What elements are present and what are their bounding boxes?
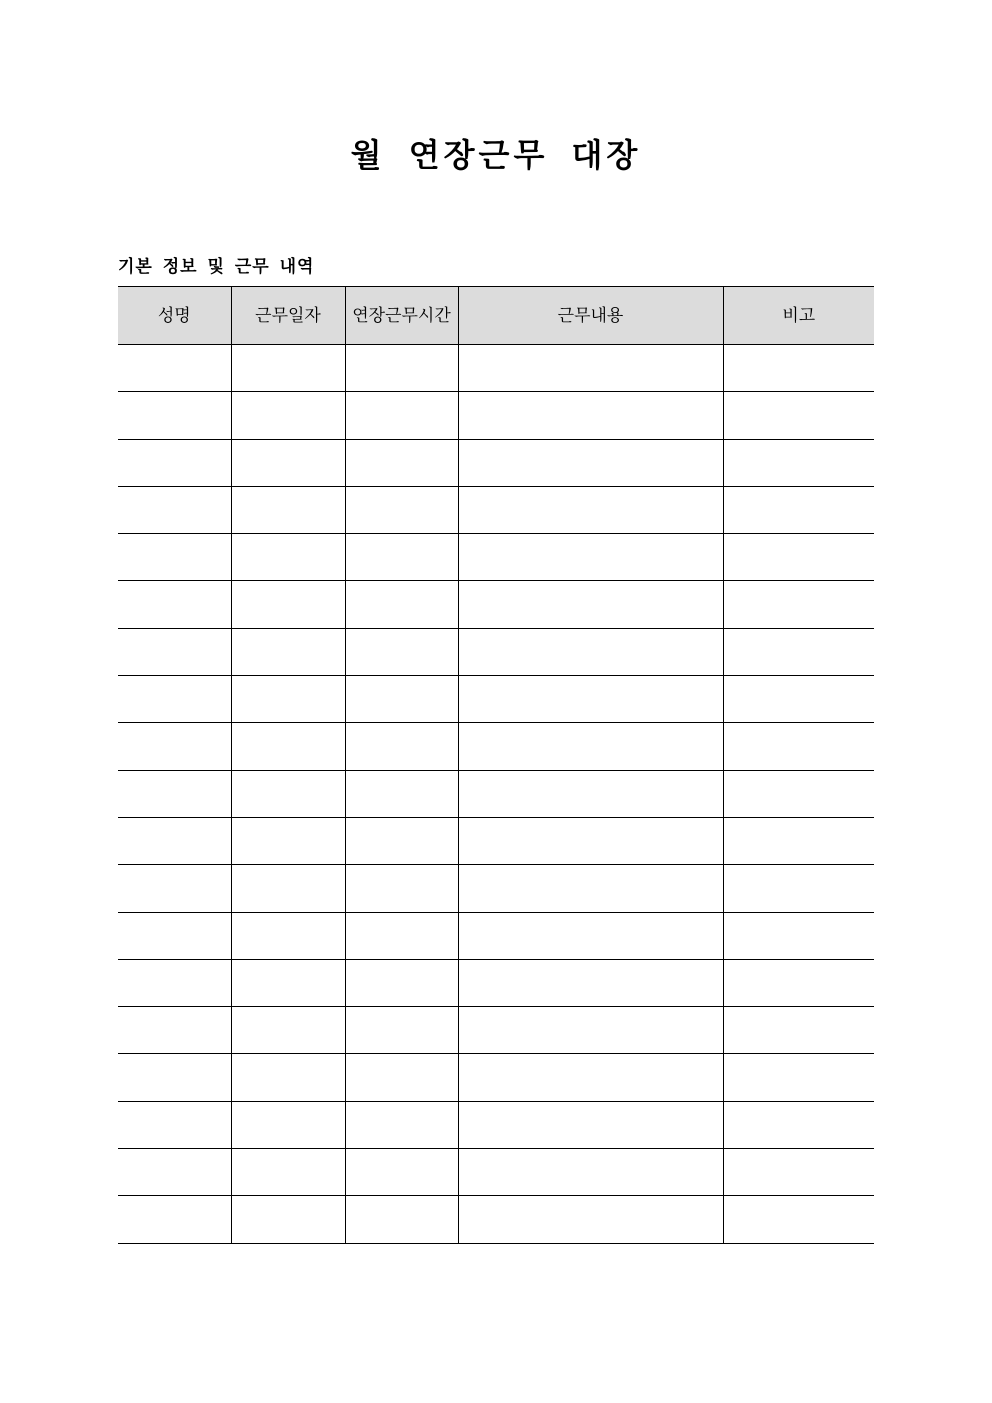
table-body <box>118 345 874 1244</box>
work-content-cell[interactable] <box>458 581 723 628</box>
table-row <box>118 723 874 770</box>
overtime-hours-cell[interactable] <box>345 628 458 675</box>
table-row <box>118 817 874 864</box>
overtime-hours-cell[interactable] <box>345 439 458 486</box>
remarks-cell[interactable] <box>723 1149 874 1196</box>
remarks-cell[interactable] <box>723 1007 874 1054</box>
name-cell[interactable] <box>118 1054 231 1101</box>
table-row <box>118 581 874 628</box>
name-cell[interactable] <box>118 628 231 675</box>
overtime-hours-cell[interactable] <box>345 912 458 959</box>
work-content-cell[interactable] <box>458 676 723 723</box>
table-row <box>118 439 874 486</box>
remarks-cell[interactable] <box>723 912 874 959</box>
overtime-hours-cell[interactable] <box>345 1101 458 1148</box>
table-header-row <box>118 287 874 345</box>
name-cell[interactable] <box>118 534 231 581</box>
overtime-hours-cell[interactable] <box>345 1007 458 1054</box>
remarks-cell[interactable] <box>723 486 874 533</box>
work-date-cell[interactable] <box>231 1054 345 1101</box>
table-row <box>118 1149 874 1196</box>
work-content-cell[interactable] <box>458 865 723 912</box>
overtime-hours-cell[interactable] <box>345 345 458 392</box>
work-content-cell[interactable] <box>458 534 723 581</box>
work-date-cell[interactable] <box>231 486 345 533</box>
table-row <box>118 912 874 959</box>
overtime-hours-cell[interactable] <box>345 581 458 628</box>
table-row <box>118 676 874 723</box>
work-content-cell[interactable] <box>458 486 723 533</box>
name-cell[interactable] <box>118 439 231 486</box>
work-content-cell[interactable] <box>458 723 723 770</box>
name-cell[interactable] <box>118 581 231 628</box>
overtime-hours-cell[interactable] <box>345 1196 458 1243</box>
remarks-cell[interactable] <box>723 676 874 723</box>
work-date-cell[interactable] <box>231 865 345 912</box>
overtime-hours-cell[interactable] <box>345 723 458 770</box>
name-cell[interactable] <box>118 345 231 392</box>
table-row <box>118 770 874 817</box>
name-cell[interactable] <box>118 1101 231 1148</box>
remarks-cell[interactable] <box>723 392 874 439</box>
remarks-cell[interactable] <box>723 534 874 581</box>
table-row <box>118 959 874 1006</box>
work-date-cell[interactable] <box>231 392 345 439</box>
remarks-cell[interactable] <box>723 628 874 675</box>
work-date-cell[interactable] <box>231 1007 345 1054</box>
work-content-cell[interactable] <box>458 912 723 959</box>
name-cell[interactable] <box>118 912 231 959</box>
work-date-cell[interactable] <box>231 676 345 723</box>
overtime-hours-cell[interactable] <box>345 817 458 864</box>
table-row <box>118 534 874 581</box>
work-content-cell[interactable] <box>458 817 723 864</box>
remarks-cell[interactable] <box>723 1101 874 1148</box>
work-content-cell[interactable] <box>458 1101 723 1148</box>
column-header-overtime-hours: 연장근무시간 <box>345 287 458 345</box>
section-title: 기본 정보 및 근무 내역 <box>118 257 315 277</box>
overtime-hours-cell[interactable] <box>345 959 458 1006</box>
work-content-cell[interactable] <box>458 1149 723 1196</box>
name-cell[interactable] <box>118 676 231 723</box>
remarks-cell[interactable] <box>723 1196 874 1243</box>
column-header-work-content: 근무내용 <box>458 287 723 345</box>
table-row <box>118 1007 874 1054</box>
name-cell[interactable] <box>118 1149 231 1196</box>
work-date-cell[interactable] <box>231 1149 345 1196</box>
name-cell[interactable] <box>118 959 231 1006</box>
name-cell[interactable] <box>118 770 231 817</box>
overtime-hours-cell[interactable] <box>345 1149 458 1196</box>
remarks-cell[interactable] <box>723 439 874 486</box>
name-cell[interactable] <box>118 486 231 533</box>
work-date-cell[interactable] <box>231 534 345 581</box>
work-date-cell[interactable] <box>231 345 345 392</box>
table-row <box>118 392 874 439</box>
overtime-hours-cell[interactable] <box>345 865 458 912</box>
work-date-cell[interactable] <box>231 817 345 864</box>
name-cell[interactable] <box>118 723 231 770</box>
table-row <box>118 628 874 675</box>
work-content-cell[interactable] <box>458 1007 723 1054</box>
overtime-hours-cell[interactable] <box>345 486 458 533</box>
remarks-cell[interactable] <box>723 581 874 628</box>
name-cell[interactable] <box>118 1196 231 1243</box>
remarks-cell[interactable] <box>723 345 874 392</box>
table-row <box>118 865 874 912</box>
table-row <box>118 345 874 392</box>
work-content-cell[interactable] <box>458 439 723 486</box>
work-date-cell[interactable] <box>231 959 345 1006</box>
work-date-cell[interactable] <box>231 1196 345 1243</box>
work-date-cell[interactable] <box>231 770 345 817</box>
document-title: 월 연장근무 대장 <box>350 136 642 174</box>
name-cell[interactable] <box>118 817 231 864</box>
overtime-hours-cell[interactable] <box>345 534 458 581</box>
work-content-cell[interactable] <box>458 1054 723 1101</box>
work-date-cell[interactable] <box>231 1101 345 1148</box>
overtime-hours-cell[interactable] <box>345 392 458 439</box>
work-content-cell[interactable] <box>458 1196 723 1243</box>
work-content-cell[interactable] <box>458 959 723 1006</box>
table-row <box>118 486 874 533</box>
work-date-cell[interactable] <box>231 912 345 959</box>
remarks-cell[interactable] <box>723 723 874 770</box>
overtime-hours-cell[interactable] <box>345 1054 458 1101</box>
work-date-cell[interactable] <box>231 581 345 628</box>
column-header-name: 성명 <box>118 287 231 345</box>
table-row <box>118 1101 874 1148</box>
remarks-cell[interactable] <box>723 770 874 817</box>
remarks-cell[interactable] <box>723 1054 874 1101</box>
name-cell[interactable] <box>118 392 231 439</box>
table-row <box>118 1196 874 1243</box>
work-content-cell[interactable] <box>458 770 723 817</box>
remarks-cell[interactable] <box>723 817 874 864</box>
name-cell[interactable] <box>118 865 231 912</box>
column-header-work-date: 근무일자 <box>231 287 345 345</box>
table-row <box>118 1054 874 1101</box>
remarks-cell[interactable] <box>723 959 874 1006</box>
overtime-hours-cell[interactable] <box>345 676 458 723</box>
name-cell[interactable] <box>118 1007 231 1054</box>
work-date-cell[interactable] <box>231 628 345 675</box>
work-date-cell[interactable] <box>231 723 345 770</box>
work-content-cell[interactable] <box>458 345 723 392</box>
column-header-remarks: 비고 <box>723 287 874 345</box>
remarks-cell[interactable] <box>723 865 874 912</box>
overtime-hours-cell[interactable] <box>345 770 458 817</box>
overtime-ledger-table <box>118 286 874 1244</box>
work-content-cell[interactable] <box>458 628 723 675</box>
work-date-cell[interactable] <box>231 439 345 486</box>
work-content-cell[interactable] <box>458 392 723 439</box>
